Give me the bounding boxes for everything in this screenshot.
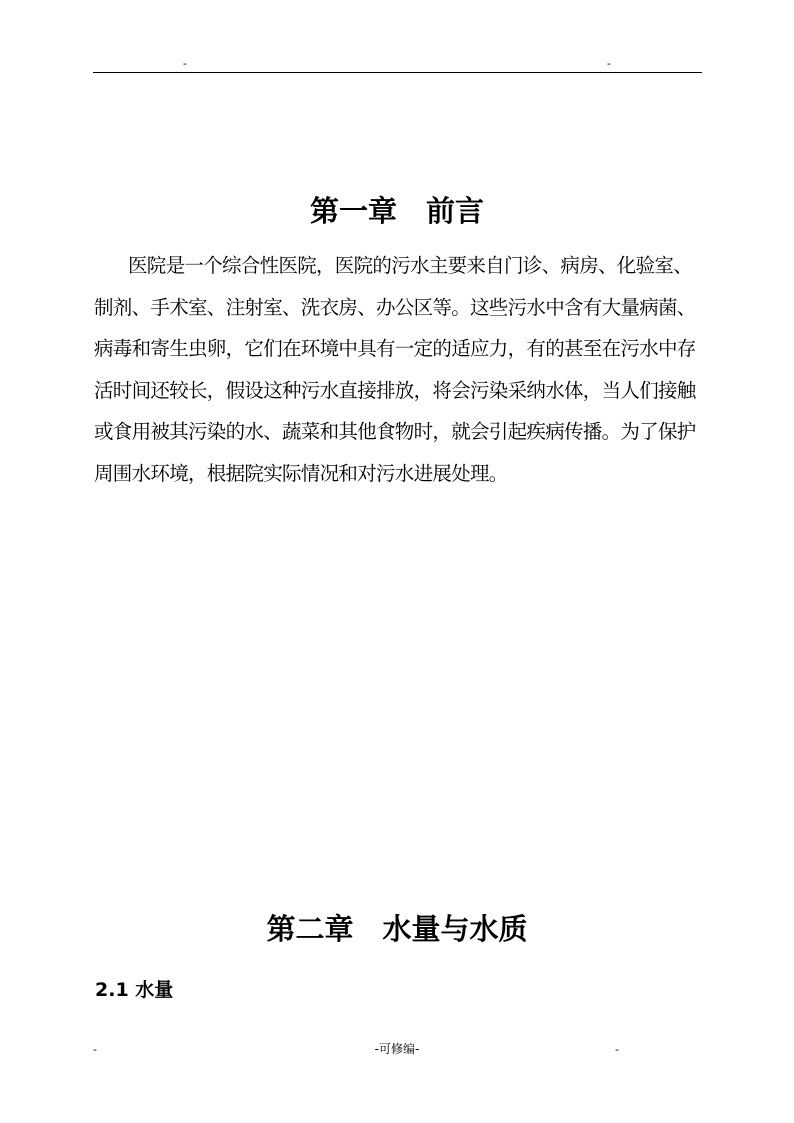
header-right-mark: - <box>607 57 611 70</box>
chapter-1-title: 第一章 前言 <box>309 194 484 228</box>
chapter-2-title: 第二章 水量与水质 <box>266 912 528 946</box>
footer-right-mark: - <box>615 1043 619 1056</box>
header-rule <box>93 72 702 73</box>
footer-editable-note: -可修编- <box>374 1042 420 1056</box>
header-left-mark: - <box>183 57 187 70</box>
section-2-1-heading: 2.1 水量 <box>95 979 174 1001</box>
footer-left-mark: - <box>93 1043 97 1056</box>
chapter-1-paragraph: 医院是一个综合性医院，医院的污水主要来自门诊、病房、化验室、制剂、手术室、注射室、洗衣房、办公区等。这些污水中含有大量病菌、病毒和寄生虫卵，它们在环境中具有一定的适应力，有的甚至在污水中存活时间还较长，假设这种污水直接排放，将会污染采纳水体，当人们接触或食用被其污染的水、蔬菜和其他食物时，就会引起疾病传播。为了保护周围水环境，根据院实际情况和对污水进展处理。 <box>94 254 696 485</box>
